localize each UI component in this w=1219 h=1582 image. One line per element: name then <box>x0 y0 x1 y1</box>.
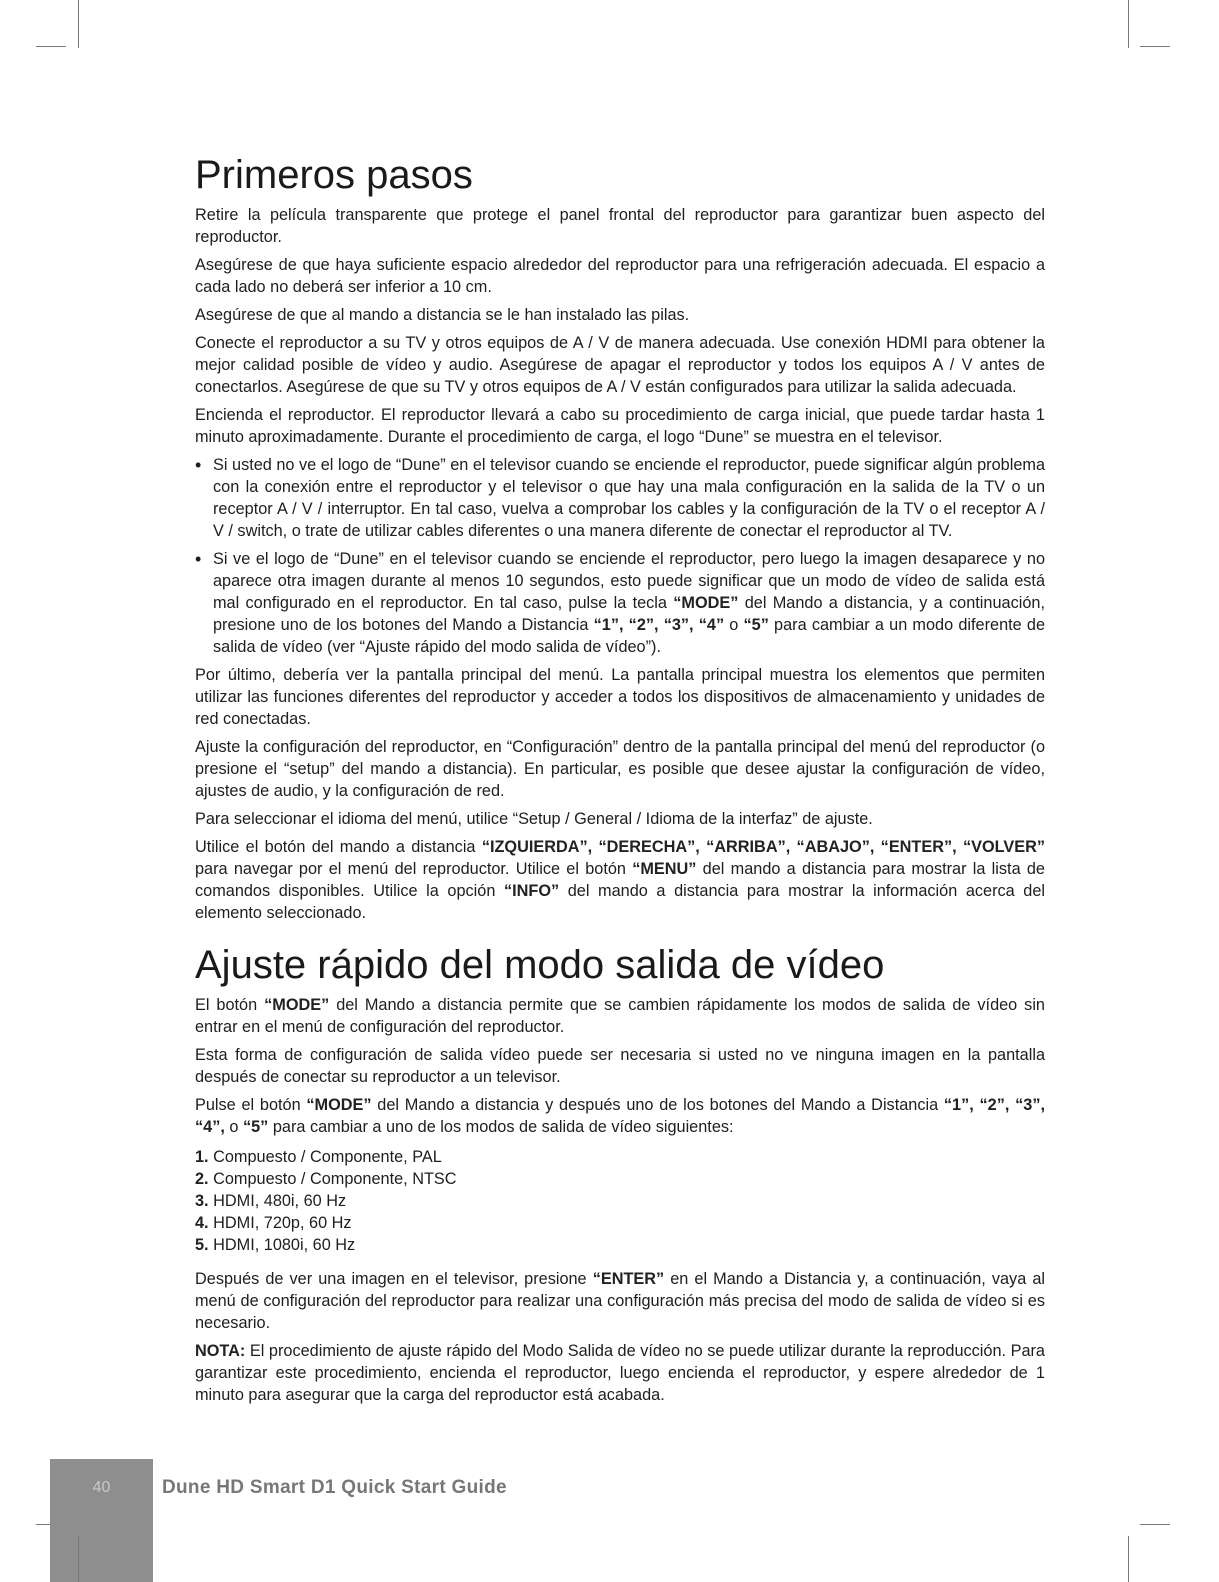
section-title-primeros-pasos: Primeros pasos <box>195 153 473 197</box>
note-paragraph: NOTA: El procedimiento de ajuste rápido del Modo Salida de vídeo no se puede utilizar durante la reproducción. Para garantizar este procedimiento, encienda el reproductor, luego encienda el reproductor, y espere alrededor de 1 minuto para asegurar que la carga del reproductor está acabada. <box>195 1342 1045 1404</box>
crop-mark <box>1128 1536 1129 1582</box>
page-number-box <box>50 1459 153 1582</box>
bullet-item: • Si usted no ve el logo de “Dune” en el televisor cuando se enciende el reproductor, puede significar algún problema con la conexión entre el reproductor y el televisor o que hay una mala configuración en la salida de la TV o un receptor A / V / interruptor. En tal caso, vuelva a comprobar los cables y la configuración de la TV o el receptor A / V / switch, o trate de utilizar cables diferentes o una manera diferente de conectar el reproductor al TV. <box>195 454 1045 542</box>
paragraph: Esta forma de configuración de salida vídeo puede ser necesaria si usted no ve ninguna imagen en la pantalla después de conectar su reproductor a un televisor. <box>195 1046 1045 1086</box>
paragraph: Asegúrese de que haya suficiente espacio alrededor del reproductor para una refrigeración adecuada. El espacio a cada lado no deberá ser inferior a 10 cm. <box>195 256 1045 296</box>
crop-mark <box>1128 0 1129 48</box>
list-item: 4. HDMI, 720p, 60 Hz <box>195 1214 352 1232</box>
list-item: 5. HDMI, 1080i, 60 Hz <box>195 1236 356 1254</box>
paragraph: Retire la película transparente que protege el panel frontal del reproductor para garantizar buen aspecto del reproductor. <box>195 206 1045 246</box>
paragraph: Por último, debería ver la pantalla principal del menú. La pantalla principal muestra los elementos que permiten utilizar las funciones diferentes del reproductor y acceder a todos los dispositivos de almacenamiento y unidades de red conectadas. <box>195 666 1045 728</box>
crop-mark <box>36 46 66 47</box>
section-title-ajuste-rapido: Ajuste rápido del modo salida de vídeo <box>195 943 885 987</box>
list-item: 2. Compuesto / Componente, NTSC <box>195 1170 457 1188</box>
bullet-list <box>195 454 1045 658</box>
paragraph: Después de ver una imagen en el televisor, presione “ENTER” en el Mando a Distancia y, a continuación, vaya al menú de configuración del reproductor para realizar una configuración más precisa del modo de salida de vídeo si es necesario. <box>195 1270 1045 1332</box>
crop-mark <box>78 1536 79 1582</box>
video-modes-list <box>195 1146 1045 1256</box>
paragraph: El botón “MODE” del Mando a distancia permite que se cambien rápidamente los modos de salida de vídeo sin entrar en el menú de configuración del reproductor. <box>195 996 1045 1036</box>
paragraph: Utilice el botón del mando a distancia “IZQUIERDA”, “DERECHA”, “ARRIBA”, “ABAJO”, “ENTER”, “VOLVER” para navegar por el menú del reproductor. Utilice el botón “MENU” del mando a distancia para mostrar la lista de comandos disponibles. Utilice la opción “INFO” del mando a distancia para mostrar la información acerca del elemento seleccionado. <box>195 838 1046 922</box>
list-item: 3. HDMI, 480i, 60 Hz <box>195 1192 347 1210</box>
crop-mark <box>1140 1524 1170 1525</box>
paragraph: Para seleccionar el idioma del menú, utilice “Setup / General / Idioma de la interfaz” de ajuste. <box>195 810 873 828</box>
footer-title: Dune HD Smart D1 Quick Start Guide <box>162 1477 507 1498</box>
bullet-item: • Si ve el logo de “Dune” en el televisor cuando se enciende el reproductor, pero luego la imagen desaparece y no aparece otra imagen durante al menos 10 segundos, esto puede significar que un modo de vídeo de salida está mal configurado en el reproductor. En tal caso, pulse la tecla “MODE” del Mando a distancia, y a continuación, presione uno de los botones del Mando a Distancia “1”, “2”, “3”, “4” o “5” para cambiar a un modo diferente de salida de vídeo (ver “Ajuste rápido del modo salida de vídeo”). <box>195 548 1045 658</box>
crop-mark <box>1140 46 1170 47</box>
paragraph: Pulse el botón “MODE” del Mando a distancia y después uno de los botones del Mando a Distancia “1”, “2”, “3”, “4”, o “5” para cambiar a uno de los modos de salida de vídeo siguientes: <box>195 1096 1045 1136</box>
page-number: 40 <box>92 1479 111 1496</box>
crop-mark <box>78 0 79 48</box>
paragraph: Ajuste la configuración del reproductor, en “Configuración” dentro de la pantalla principal del menú del reproductor (o presione el “setup” del mando a distancia). En particular, es posible que desee ajustar la configuración de vídeo, ajustes de audio, y la configuración de red. <box>195 738 1045 800</box>
paragraph: Asegúrese de que al mando a distancia se le han instalado las pilas. <box>195 306 690 324</box>
page-content <box>195 150 1045 1412</box>
list-item: 1. Compuesto / Componente, PAL <box>195 1148 442 1166</box>
paragraph: Conecte el reproductor a su TV y otros equipos de A / V de manera adecuada. Use conexión HDMI para obtener la mejor calidad posible de vídeo y audio. Asegúrese de apagar el reproductor y todos los equipos A / V antes de conectarlos. Asegúrese de que su TV y otros equipos de A / V están configurados para utilizar la salida adecuada. <box>195 334 1045 396</box>
paragraph: Encienda el reproductor. El reproductor llevará a cabo su procedimiento de carga inicial, que puede tardar hasta 1 minuto aproximadamente. Durante el procedimiento de carga, el logo “Dune” se muestra en el televisor. <box>195 406 1045 446</box>
